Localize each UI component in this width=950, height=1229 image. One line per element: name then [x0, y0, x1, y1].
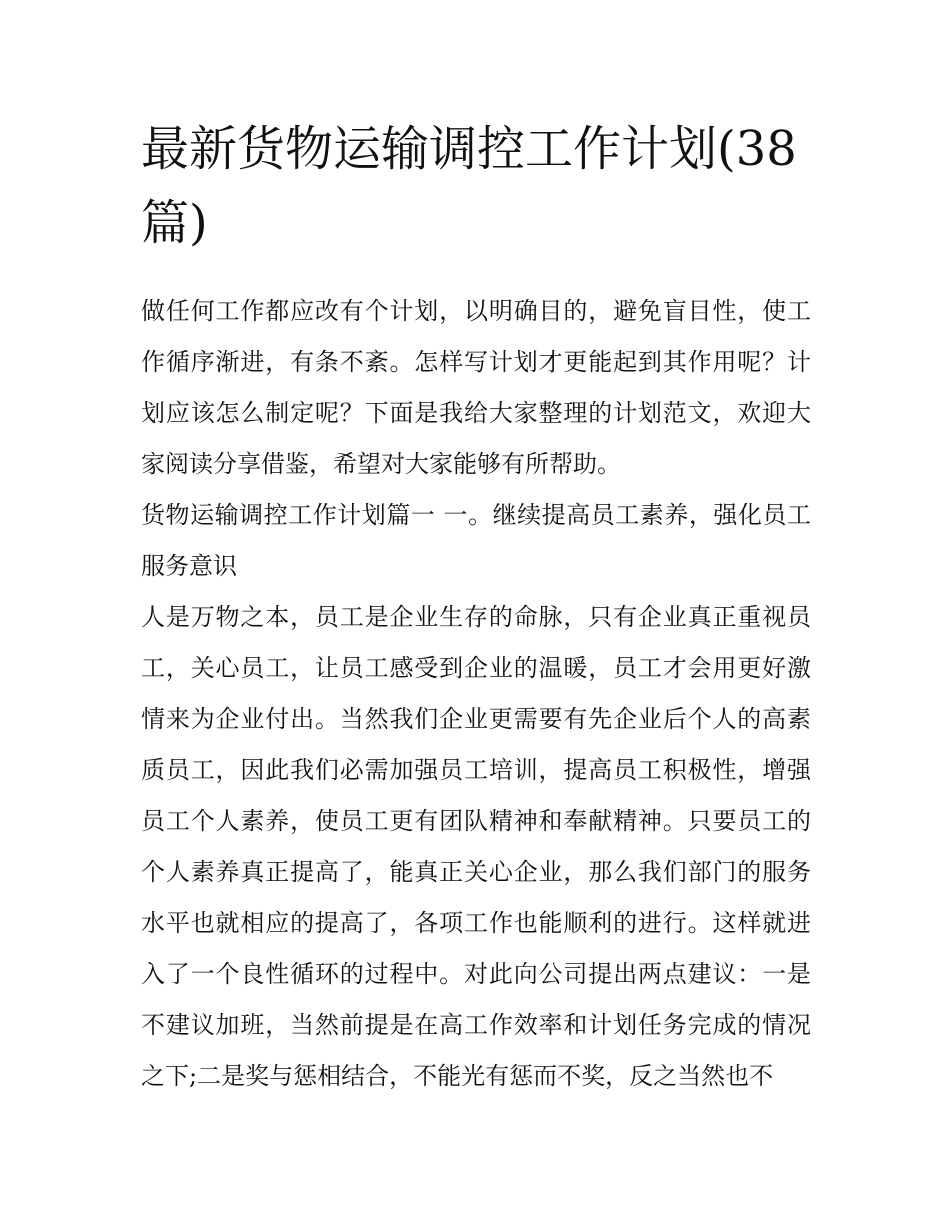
document-page — [141, 112, 811, 1102]
document-title: 最新货物运输调控工作计划(38篇) — [141, 121, 797, 251]
intro-paragraph: 做任何工作都应改有个计划，以明确目的，避免盲目性，使工作循序渐进，有条不紊。怎样写计划才更能起到其作用呢？计划应该怎么制定呢？下面是我给大家整理的计划范文，欢迎大家阅读分享借鉴，希望对大家能够有所帮助。 — [141, 297, 811, 478]
section-heading-paragraph: 货物运输调控工作计划篇一 一。继续提高员工素养，强化员工服务意识 — [141, 501, 811, 580]
body-paragraph: 人是万物之本，员工是企业生存的命脉，只有企业真正重视员工，关心员工，让员工感受到企业的温暖，员工才会用更好激情来为企业付出。当然我们企业更需要有先企业后个人的高素质员工，因此我们必需加强员工培训，提高员工积极性，增强员工个人素养，使员工更有团队精神和奉献精神。只要员工的个人素养真正提高了，能真正关心企业，那么我们部门的服务水平也就相应的提高了，各项工作也能顺利的进行。这样就进入了一个良性循环的过程中。对此向公司提出两点建议：一是不建议加班，当然前提是在高工作效率和计划任务完成的情况之下;二是奖与惩相结合，不能光有惩而不奖，反之当然也不 — [141, 603, 811, 1090]
